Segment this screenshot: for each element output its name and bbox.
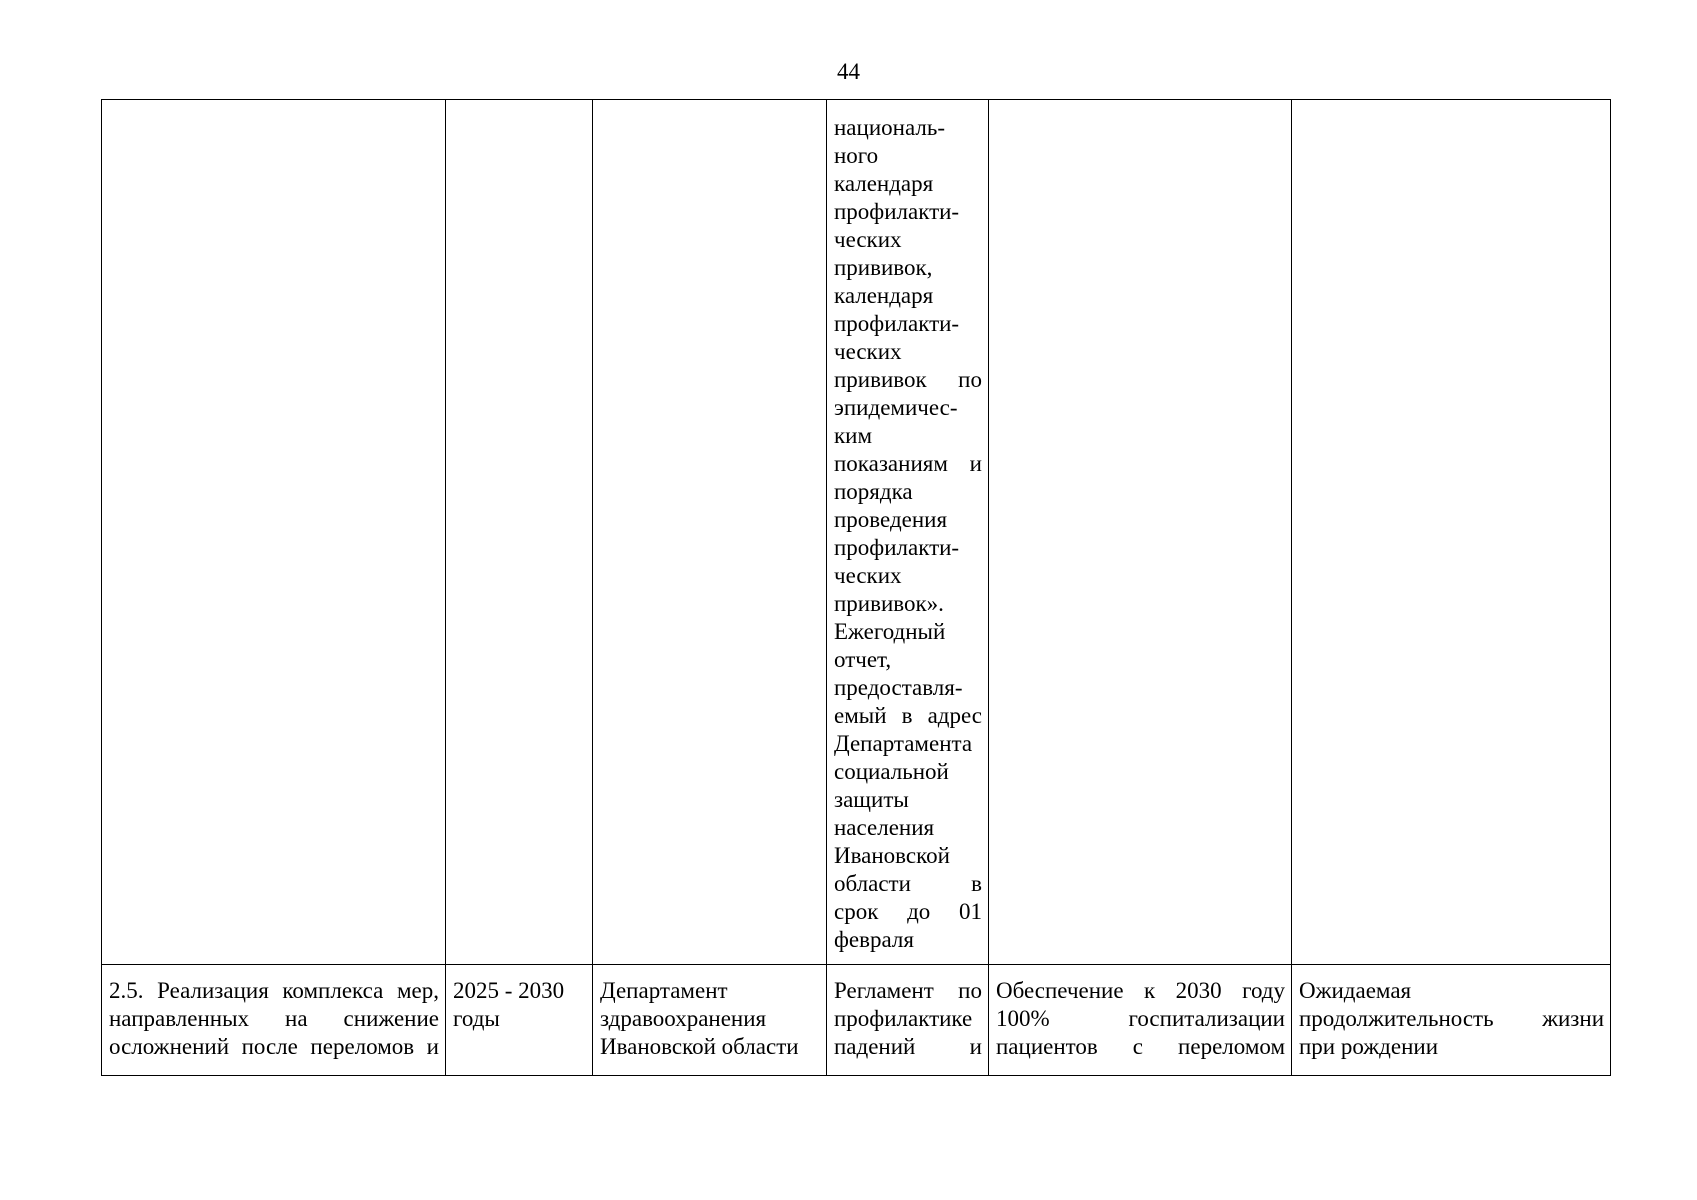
cell-executor [593, 965, 827, 1076]
text-line: эпидемичес- [834, 395, 958, 420]
text-line: Обеспечение к 2030 году [996, 978, 1285, 1003]
text-line: годы [453, 1006, 500, 1031]
cell-result-empty [989, 100, 1292, 965]
cell-period-empty [446, 100, 593, 965]
measures-table [101, 99, 1611, 1076]
text-line: срок до 01 [834, 899, 982, 924]
text-line: профилакти- [834, 535, 960, 560]
text-line: 100% госпитализации [996, 1006, 1285, 1031]
text-line: профилакти- [834, 311, 960, 336]
text-line: области в [834, 871, 982, 896]
page-number: 44 [837, 59, 860, 84]
text-line: предоставля- [834, 675, 963, 700]
text-line: защиты [834, 787, 909, 812]
text-line: Ивановской [834, 843, 950, 868]
cell-period [446, 965, 593, 1076]
text-line: направленных на снижение [109, 1006, 439, 1031]
text-line: прививок». [834, 591, 944, 616]
text-line: Ожидаемая [1299, 978, 1412, 1003]
text-line: 2.5. Реализация комплекса мер, [109, 978, 439, 1003]
cell-indicator-empty [1292, 100, 1611, 965]
text-line: ким [834, 423, 873, 448]
text-line: прививок, [834, 255, 933, 280]
text-line: прививок по [834, 367, 982, 392]
table-row-continuation [102, 100, 1611, 965]
text-line: календаря [834, 171, 934, 196]
text-line: Регламент по [834, 978, 982, 1003]
text-line: 2025 - 2030 [453, 978, 565, 1003]
text-line: пациентов с переломом [996, 1034, 1285, 1059]
text-line: при рождении [1299, 1034, 1439, 1059]
cell-executor-empty [593, 100, 827, 965]
text-line: падений и [834, 1034, 982, 1059]
text-line: Департамент [600, 978, 728, 1003]
table-row-2-5 [102, 965, 1611, 1076]
text-line: проведения [834, 507, 948, 532]
text-line: здравоохранения [600, 1006, 767, 1031]
text-line: показаниям и [834, 451, 982, 476]
text-line: социальной [834, 759, 949, 784]
cell-document-continuation [827, 100, 989, 965]
text-line: осложнений после переломов и [109, 1034, 439, 1059]
text-line: националь- [834, 115, 945, 140]
text-line: Ежегодный [834, 619, 946, 644]
text-line: календаря [834, 283, 934, 308]
cell-measure [102, 965, 446, 1076]
cell-measure-empty [102, 100, 446, 965]
cell-result [989, 965, 1292, 1076]
text-line: порядка [834, 479, 913, 504]
text-line: профилактике [834, 1006, 973, 1031]
text-line: ного [834, 143, 879, 168]
text-line: Департамента [834, 731, 973, 756]
text-line: профилакти- [834, 199, 960, 224]
text-line: отчет, [834, 647, 892, 672]
text-line: ческих [834, 227, 902, 252]
text-line: ческих [834, 563, 902, 588]
text-line: населения [834, 815, 935, 840]
text-line: емый в адрес [834, 703, 982, 728]
text-line: ческих [834, 339, 902, 364]
cell-indicator [1292, 965, 1611, 1076]
cell-document [827, 965, 989, 1076]
text-line: Ивановской области [600, 1034, 799, 1059]
text-line: продолжительность жизни [1299, 1006, 1604, 1031]
text-line: февраля [834, 927, 914, 952]
